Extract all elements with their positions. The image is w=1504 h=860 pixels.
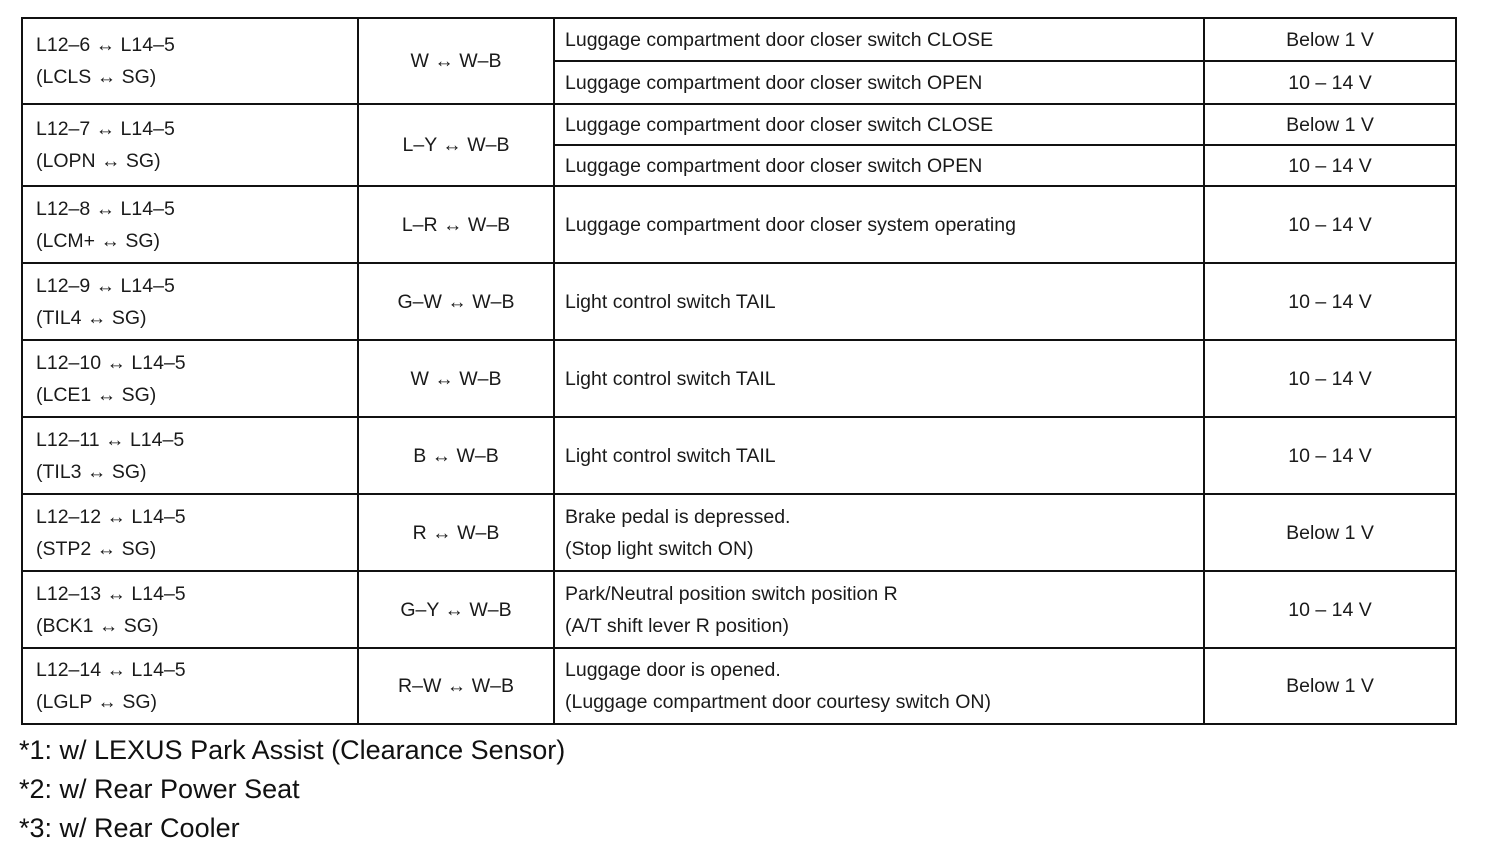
- terminal-signal: (LOPN ↔ SG): [36, 150, 161, 172]
- terminal-signal: (LGLP ↔ SG): [36, 691, 158, 713]
- terminal-number: L12–11 ↔ L14–5: [36, 428, 185, 451]
- terminal-number: L12–13 ↔ L14–5: [36, 582, 186, 605]
- condition-cell: [554, 648, 1204, 724]
- terminal-number: L12–14 ↔ L14–5: [36, 659, 186, 681]
- specified-condition: 10 – 14 V: [1204, 145, 1456, 186]
- terminal-cell: [22, 648, 358, 724]
- specified-condition: Below 1 V: [1204, 104, 1456, 145]
- condition-note: (Stop light switch ON): [565, 537, 754, 560]
- condition-cell: [554, 571, 1204, 648]
- condition-text: Luggage compartment door closer switch CLOSE: [565, 28, 994, 51]
- condition-cell: [554, 104, 1204, 145]
- terminal-signal: (LCM+ ↔ SG): [36, 229, 161, 252]
- condition-text: Park/Neutral position switch position R: [565, 582, 898, 605]
- wiring-color: W ↔ W–B: [358, 340, 554, 417]
- condition-cell: [554, 417, 1204, 494]
- wiring-color: B ↔ W–B: [358, 417, 554, 494]
- terminal-signal: (TIL4 ↔ SG): [36, 306, 147, 329]
- specified-condition: Below 1 V: [1204, 18, 1456, 61]
- terminal-number: L12–8 ↔ L14–5: [36, 197, 175, 220]
- terminal-signal: (BCK1 ↔ SG): [36, 614, 159, 637]
- terminal-number: L12–7 ↔ L14–5: [36, 118, 175, 140]
- condition-cell: [554, 263, 1204, 340]
- terminal-number: L12–6 ↔ L14–5: [36, 34, 175, 56]
- table-row: [22, 18, 1456, 61]
- specified-condition: 10 – 14 V: [1204, 263, 1456, 340]
- table-row: [22, 263, 1456, 340]
- condition-cell: [554, 61, 1204, 104]
- table-row: [22, 340, 1456, 417]
- condition-text: Luggage compartment door closer system operating: [565, 213, 1016, 236]
- terminal-signal: (TIL3 ↔ SG): [36, 460, 147, 483]
- terminal-number: L12–9 ↔ L14–5: [36, 274, 175, 297]
- terminal-cell: [22, 186, 358, 263]
- condition-cell: [554, 18, 1204, 61]
- condition-text: Luggage compartment door closer switch CLOSE: [565, 113, 994, 136]
- terminal-signal: (STP2 ↔ SG): [36, 537, 157, 560]
- wiring-color: L–R ↔ W–B: [358, 186, 554, 263]
- footnote: *3: w/ Rear Cooler: [19, 813, 240, 843]
- specified-condition: Below 1 V: [1204, 648, 1456, 724]
- condition-cell: [554, 494, 1204, 571]
- condition-text: Brake pedal is depressed.: [565, 505, 791, 528]
- terminal-cell: [22, 104, 358, 186]
- wiring-color: W ↔ W–B: [358, 18, 554, 104]
- condition-note: (A/T shift lever R position): [565, 614, 789, 637]
- table-row: [22, 648, 1456, 724]
- condition-cell: [554, 340, 1204, 417]
- condition-text: Light control switch TAIL: [565, 367, 776, 390]
- terminal-cell: [22, 417, 358, 494]
- terminal-cell: [22, 340, 358, 417]
- wiring-color: R–W ↔ W–B: [358, 648, 554, 724]
- table-row: [22, 571, 1456, 648]
- terminal-signal: (LCE1 ↔ SG): [36, 383, 157, 406]
- footnotes: [19, 731, 565, 848]
- condition-text: Luggage compartment door closer switch OPEN: [565, 71, 983, 94]
- condition-note: (Luggage compartment door courtesy switch ON): [565, 691, 991, 713]
- condition-text: Light control switch TAIL: [565, 444, 776, 467]
- terminal-number: L12–12 ↔ L14–5: [36, 505, 186, 528]
- table-row: [22, 104, 1456, 145]
- condition-text: Luggage door is opened.: [565, 659, 781, 681]
- table-row: [22, 494, 1456, 571]
- specified-condition: 10 – 14 V: [1204, 186, 1456, 263]
- specified-condition: Below 1 V: [1204, 494, 1456, 571]
- terminal-cell: [22, 494, 358, 571]
- wiring-color: G–W ↔ W–B: [358, 263, 554, 340]
- terminal-signal: (LCLS ↔ SG): [36, 66, 157, 88]
- footnote: *1: w/ LEXUS Park Assist (Clearance Sensor): [19, 735, 566, 765]
- condition-text: Luggage compartment door closer switch OPEN: [565, 154, 983, 177]
- condition-cell: [554, 186, 1204, 263]
- wiring-color: R ↔ W–B: [358, 494, 554, 571]
- terminal-cell: [22, 18, 358, 104]
- inspection-spec-table: [21, 17, 1457, 725]
- table-row: [22, 186, 1456, 263]
- specified-condition: 10 – 14 V: [1204, 571, 1456, 648]
- condition-text: Light control switch TAIL: [565, 290, 776, 313]
- wiring-color: L–Y ↔ W–B: [358, 104, 554, 186]
- specified-condition: 10 – 14 V: [1204, 417, 1456, 494]
- table-row: [22, 417, 1456, 494]
- terminal-cell: [22, 571, 358, 648]
- wiring-color: G–Y ↔ W–B: [358, 571, 554, 648]
- condition-cell: [554, 145, 1204, 186]
- specified-condition: 10 – 14 V: [1204, 61, 1456, 104]
- terminal-number: L12–10 ↔ L14–5: [36, 351, 186, 374]
- footnote: *2: w/ Rear Power Seat: [19, 774, 300, 804]
- terminal-cell: [22, 263, 358, 340]
- specified-condition: 10 – 14 V: [1204, 340, 1456, 417]
